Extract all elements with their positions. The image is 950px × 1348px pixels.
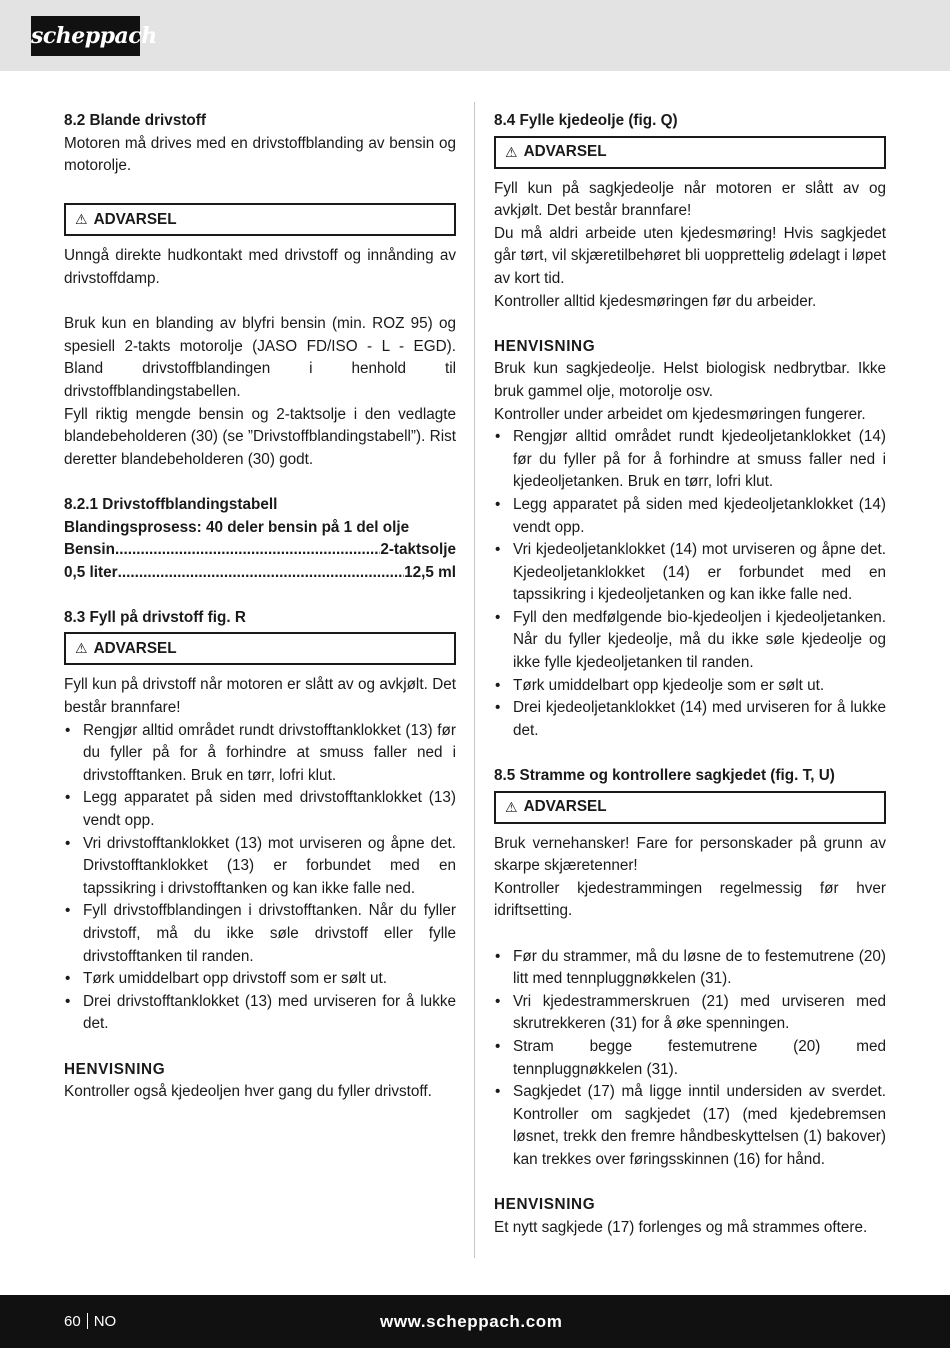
paragraph-fuel-mix: Bruk kun en blanding av blyfri bensin (min. ROZ 95) og spesiell 2-takts motorolje (JASO FD/ISO - L - EGD). Bland drivstoffblandingen i henhold til drivstoffblandingstabellen. (64, 315, 456, 400)
language-code: NO (93, 1313, 117, 1330)
warning-label: ADVARSEL (93, 210, 177, 228)
warning-text: Bruk vernehansker! Fare for personskader på grunn av skarpe skjæretenner! (494, 834, 886, 875)
footer-separator (87, 1313, 88, 1329)
mix-table-right: 2-taktsolje (380, 541, 456, 559)
list-item: • Fyll den medfølgende bio-kjedeoljen i kjedeoljetanken. Når du fyller kjedeolje, må du ikke søle kjedeolje og ikke fylle kjedeoljetanken til randen. (494, 607, 886, 675)
warning-text: Du må aldri arbeide uten kjedesmøring! Hvis sagkjedet går tørt, vil skjæretilbehøret bli uopprettelig ødelagt i løpet av kort tid. (494, 224, 886, 287)
list-item: • Vri kjedeoljetanklokket (14) mot urviseren og åpne det. Kjedeoljetanklokket (14) er forbundet med en tapssikring i kjedeoljetanken og kan ikke falle ned. (494, 539, 886, 607)
warning-triangle-icon: ⚠ (505, 143, 518, 160)
section-8-3-title: 8.3 Fyll på drivstoff fig. R (64, 608, 246, 626)
section-8-2-1-title: 8.2.1 Drivstoffblandingstabell (64, 495, 278, 513)
warning-box (494, 791, 886, 824)
section-8-5-title: 8.5 Stramme og kontrollere sagkjedet (fig. T, U) (494, 767, 835, 785)
list-item: • Tørk umiddelbart opp kjedeolje som er sølt ut. (494, 675, 886, 698)
warning-label: ADVARSEL (523, 143, 607, 161)
section-8-2-title: 8.2 Blande drivstoff (64, 112, 206, 129)
warning-triangle-icon: ⚠ (75, 211, 88, 228)
warning-text: Fyll kun på drivstoff når motoren er slått av og avkjølt. Det består brannfare! (64, 676, 456, 717)
list-item: • Drei drivstofftanklokket (13) med urviseren for å lukke det. (64, 991, 456, 1036)
chain-oil-steps-list (494, 426, 886, 742)
list-item: • Legg apparatet på siden med drivstofftanklokket (13) vendt opp. (64, 787, 456, 832)
mix-table-row (64, 562, 456, 585)
note-text: Kontroller også kjedeoljen hver gang du fyller drivstoff. (64, 1083, 432, 1101)
page-footer (0, 1295, 950, 1348)
mix-ratio-subtitle: Blandingsprosess: 40 deler bensin på 1 del olje (64, 518, 410, 536)
note-text: Et nytt sagkjede (17) forlenges og må strammes oftere. (494, 1218, 868, 1236)
page-header (0, 0, 950, 71)
warning-text: Kontroller alltid kjedesmøringen før du arbeider. (494, 292, 817, 310)
note-text: Bruk kun sagkjedeolje. Helst biologisk nedbrytbar. Ikke bruk gammel olje, motorolje osv. (494, 360, 886, 400)
list-item: • Legg apparatet på siden med kjedeoljetanklokket (14) vendt opp. (494, 494, 886, 539)
paragraph-fill-container: Fyll riktig mengde bensin og 2-taktsolje i den vedlagte blandebeholderen (30) (se ”Drivstoffblandingstabell”). Rist deretter blandebeholderen (30) godt. (64, 405, 456, 468)
page-number (64, 1295, 116, 1348)
section-8-2-intro: Motoren må drives med en drivstoffblanding av bensin og motorolje. (64, 134, 456, 175)
warning-text: Fyll kun på sagkjedeolje når motoren er slått av og avkjølt. Det består brannfare! (494, 179, 886, 220)
list-item: • Før du strammer, må du løsne de to festemutrene (20) litt med tennpluggnøkkelen (31). (494, 946, 886, 991)
list-item: • Rengjør alltid området rundt drivstofftanklokket (13) før du fyller på for å forhindre at smuss faller ned i drivstofftanken. Bruk en tørr, lofri klut. (64, 720, 456, 788)
note-title: HENVISNING (64, 1060, 166, 1078)
warning-box (64, 203, 456, 236)
section-8-4-title: 8.4 Fylle kjedeolje (fig. Q) (494, 112, 678, 129)
warning-label: ADVARSEL (93, 639, 177, 657)
list-item: • Fyll drivstoffblandingen i drivstofftanken. Når du fyller drivstoff, må du ikke søle drivstoff eller fylle drivstofftanken til randen. (64, 900, 456, 968)
fuel-steps-list (64, 720, 456, 1036)
list-item: • Stram begge festemutrene (20) med tennpluggnøkkelen (31). (494, 1036, 886, 1081)
list-item: • Drei kjedeoljetanklokket (14) med urviseren for å lukke det. (494, 697, 886, 742)
list-item: • Tørk umiddelbart opp drivstoff som er sølt ut. (64, 968, 456, 991)
mix-table-left: Bensin (64, 541, 115, 559)
list-item: • Rengjør alltid området rundt kjedeoljetanklokket (14) før du fyller på for å forhindre at smuss faller ned i kjedeoljetanken. Bruk en tørr, lofri klut. (494, 426, 886, 494)
mix-table-row (64, 539, 456, 562)
warning-text: Kontroller kjedestrammingen regelmessig før hver idriftsetting. (494, 879, 886, 920)
warning-label: ADVARSEL (523, 798, 607, 816)
mix-table-left: 0,5 liter (64, 563, 118, 581)
right-column (494, 110, 886, 1239)
column-divider (474, 102, 475, 1258)
warning-triangle-icon: ⚠ (505, 798, 518, 815)
brand-logo: scheppach (31, 16, 140, 56)
warning-box (64, 632, 456, 665)
note-title: HENVISNING (494, 1196, 596, 1214)
chain-tension-steps-list (494, 946, 886, 1172)
list-item: • Sagkjedet (17) må ligge inntil undersiden av sverdet. Kontroller om sagkjedet (17) (med kjedebremsen løsnet, trekk den fremre håndbeskyttelsen (1) bakover) kan trekkes over føringsskinnen (16) for hånd. (494, 1081, 886, 1171)
left-column (64, 110, 456, 1104)
website-link[interactable]: www.scheppach.com (380, 1312, 563, 1331)
list-item: • Vri drivstofftanklokket (13) mot urviseren og åpne det. Drivstofftanklokket (13) er forbundet med en tapssikring i drivstofftanken og kan ikke falle ned. (64, 833, 456, 901)
note-text: Kontroller under arbeidet om kjedesmøringen fungerer. (494, 405, 866, 423)
warning-triangle-icon: ⚠ (75, 640, 88, 657)
page-number-value: 60 (64, 1313, 81, 1330)
warning-text: Unngå direkte hudkontakt med drivstoff og innånding av drivstoffdamp. (64, 247, 456, 287)
warning-box (494, 136, 886, 169)
mix-table-right: 12,5 ml (404, 563, 456, 581)
note-title: HENVISNING (494, 337, 596, 355)
list-item: • Vri kjedestrammerskruen (21) med urviseren med skrutrekkeren (31) for å øke spenningen. (494, 991, 886, 1036)
